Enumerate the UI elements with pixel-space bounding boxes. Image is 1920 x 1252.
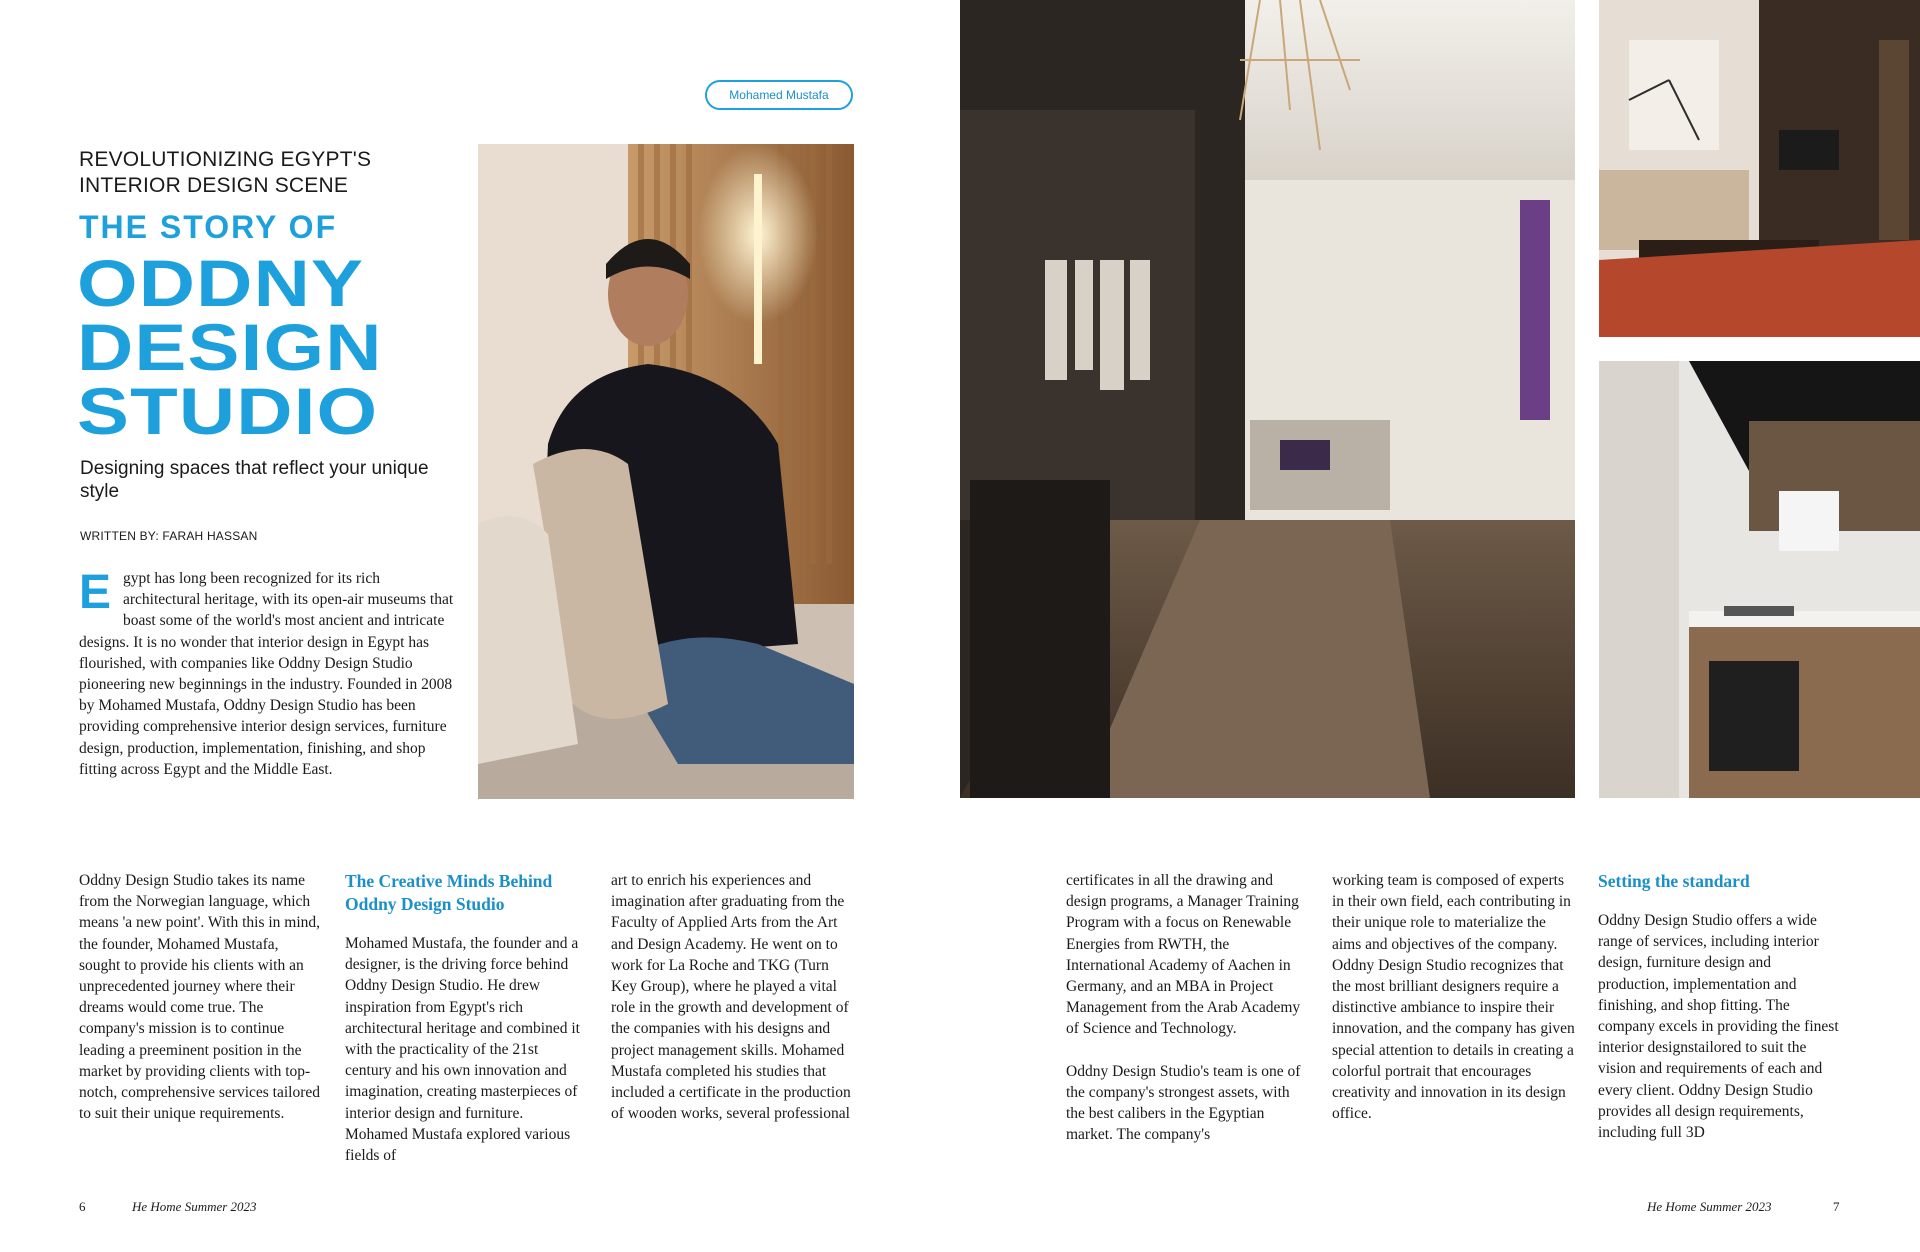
kicker-heading: REVOLUTIONIZING EGYPT'S INTERIOR DESIGN SCENE (79, 148, 372, 197)
column-6-text: Oddny Design Studio offers a wide range of services, including interior design, furniture design and production, implementation and finishing, and shop fitting. The company excels in providing the finest interior designstailored to suit the vision and requirements of each and every client. Oddny Design Studio provides all design requirements, including full 3D (1598, 912, 1839, 1142)
byline: WRITTEN BY: FARAH HASSAN (80, 529, 258, 543)
drop-cap: E (79, 566, 112, 619)
right-page-number: 7 (1833, 1199, 1840, 1214)
column-6 (1598, 870, 1841, 1143)
column-2-heading: The Creative Minds Behind Oddny Design Studio (345, 871, 553, 914)
interior-photo-living-room (1599, 0, 1920, 337)
column-4-text-2: Oddny Design Studio's team is one of the company's strongest assets, with the best calibers in the Egyptian market. The company's (1066, 1062, 1301, 1144)
intro-text: gypt has long been recognized for its rich architectural heritage, with its open-air museums that boast some of the world's most ancient and intricate designs. It is no wonder that interior design in Egypt has flourished, with companies like Oddny Design Studio pioneering new beginnings in the industry. Founded in 2008 by Mohamed Mustafa, Oddny Design Studio has been providing comprehensive interior design services, furniture design, production, implementation, finishing, and shop fitting across Egypt and the Middle East. (79, 570, 454, 778)
intro-paragraph (79, 568, 457, 780)
left-page-number: 6 (79, 1199, 86, 1214)
column-4-text-1: certificates in all the drawing and design programs, a Manager Training Program with a focus on Renewable Energies from RWTH, the International Academy of Aachen in Germany, and an MBA in Project Management from the Arab Academy of Science and Technology. (1066, 872, 1301, 1038)
left-folio-magazine: He Home Summer 2023 (132, 1199, 257, 1214)
column-2-text: Mohamed Mustafa, the founder and a designer, is the driving force behind Oddny Design Studio. He drew inspiration from Egypt's rich architectural heritage and combined it with the practicality of the 21st century and his own innovation and imagination, creating masterpieces of interior design and furniture. Mohamed Mustafa explored various fields of (345, 935, 580, 1165)
column-6-heading: Setting the standard (1598, 871, 1750, 891)
right-folio-magazine: He Home Summer 2023 (1647, 1199, 1772, 1214)
title-small: THE STORY OF (79, 209, 338, 245)
column-1-text: Oddny Design Studio takes its name from the Norwegian language, which means 'a new point'. With this in mind, the founder, Mohamed Mustafa, sought to provide his clients with an unprecedented journey where their dreams would come true. The company's mission is to continue leading a preeminent position in the market by providing clients with top-notch, comprehensive services tailored to suit their unique requirements. (79, 872, 321, 1123)
title-line-1: ODDNY (77, 246, 365, 320)
portrait-photo (478, 144, 854, 799)
title-line-3: STUDIO (77, 374, 379, 448)
subtitle: Designing spaces that reflect your unique style (80, 458, 429, 502)
column-3 (611, 870, 854, 1124)
interior-photo-corridor (960, 0, 1575, 798)
column-5-text: working team is composed of experts in their own field, each contributing in their unique role to materialize the aims and objectives of the company. Oddny Design Studio recognizes that the most brilliant designers require a distinctive ambiance to inspire their innovation, and the company has given special attention to details in creating a colorful portrait that encourages creativity and innovation in its design office. (1332, 872, 1575, 1123)
column-1 (79, 870, 322, 1124)
interior-photo-kitchen (1599, 361, 1920, 798)
column-4 (1066, 870, 1309, 1145)
author-tag: Mohamed Mustafa (705, 80, 853, 110)
column-3-text: art to enrich his experiences and imagination after graduating from the Faculty of Applied Arts from the Art and Design Academy. He went on to work for La Roche and TKG (Turn Key Group), where he played a vital role in the growth and development of the companies with his designs and project management skills. Mohamed Mustafa completed his studies that included a certificate in the production of wooden works, several professional (611, 872, 851, 1123)
title-line-2: DESIGN (77, 310, 383, 384)
column-5 (1332, 870, 1575, 1124)
column-2 (345, 870, 588, 1166)
